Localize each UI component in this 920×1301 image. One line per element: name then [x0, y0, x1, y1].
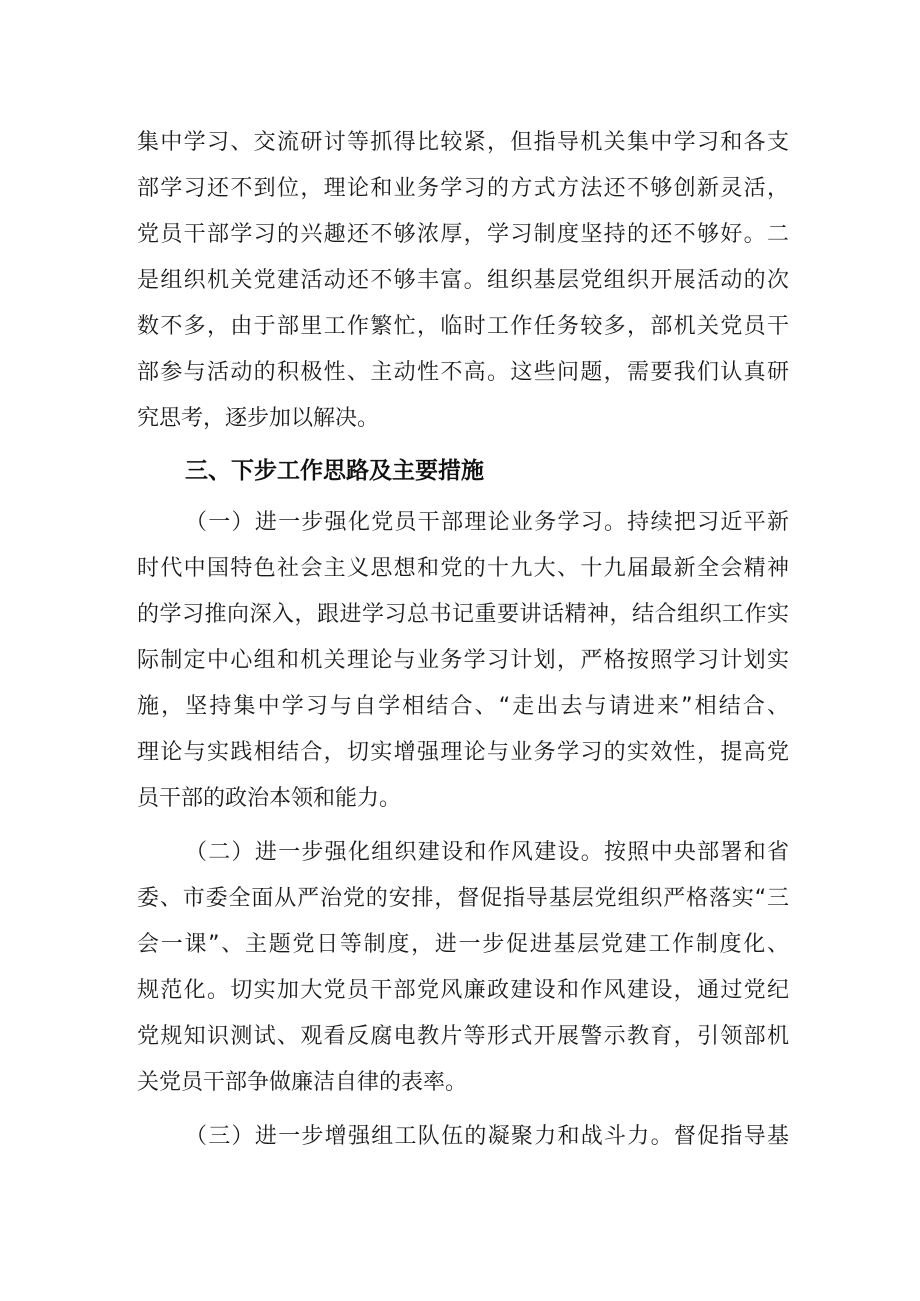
body-line: 党规知识测试、观看反腐电教片等形式开展警示教育，引领部机: [137, 1024, 789, 1049]
paragraph-first-line: （一）进一步强化党员干部理论业务学习。持续把习近平新: [185, 510, 789, 535]
body-line: 规范化。切实加大党员干部党风廉政建设和作风建设，通过党纪: [137, 978, 789, 1003]
body-line: 际制定中心组和机关理论与业务学习计划，严格按照学习计划实: [137, 648, 789, 673]
paragraph-first-line: （二）进一步强化组织建设和作风建设。按照中央部署和省: [185, 840, 789, 865]
section-heading: 三、下步工作思路及主要措施: [185, 458, 484, 484]
body-line: 会一课”、主题党日等制度，进一步促进基层党建工作制度化、: [137, 932, 789, 957]
paragraph-first-line: （三）进一步增强组工队伍的凝聚力和战斗力。督促指导基: [185, 1124, 789, 1149]
body-line: 时代中国特色社会主义思想和党的十九大、十九届最新全会精神: [137, 556, 789, 581]
body-line: 数不多，由于部里工作繁忙，临时工作任务较多，部机关党员干: [137, 314, 789, 339]
body-line: 部参与活动的积极性、主动性不高。这些问题，需要我们认真研: [137, 360, 789, 385]
body-line: 部学习还不到位，理论和业务学习的方式方法还不够创新灵活，: [137, 176, 789, 201]
body-line: 施，坚持集中学习与自学相结合、“走出去与请进来”相结合、: [137, 694, 789, 719]
body-line: 关党员干部争做廉洁自律的表率。: [137, 1070, 468, 1095]
body-line: 委、市委全面从严治党的安排，督促指导基层党组织严格落实“三: [137, 886, 789, 911]
body-line: 集中学习、交流研讨等抓得比较紧，但指导机关集中学习和各支: [137, 130, 789, 155]
body-line: 是组织机关党建活动还不够丰富。组织基层党组织开展活动的次: [137, 268, 789, 293]
body-line: 理论与实践相结合，切实增强理论与业务学习的实效性，提高党: [137, 740, 789, 765]
body-line: 员干部的政治本领和能力。: [137, 786, 402, 811]
body-line: 的学习推向深入，跟进学习总书记重要讲话精神，结合组织工作实: [137, 602, 789, 627]
body-line: 究思考，逐步加以解决。: [137, 406, 380, 431]
body-line: 党员干部学习的兴趣还不够浓厚，学习制度坚持的还不够好。二: [137, 222, 789, 247]
